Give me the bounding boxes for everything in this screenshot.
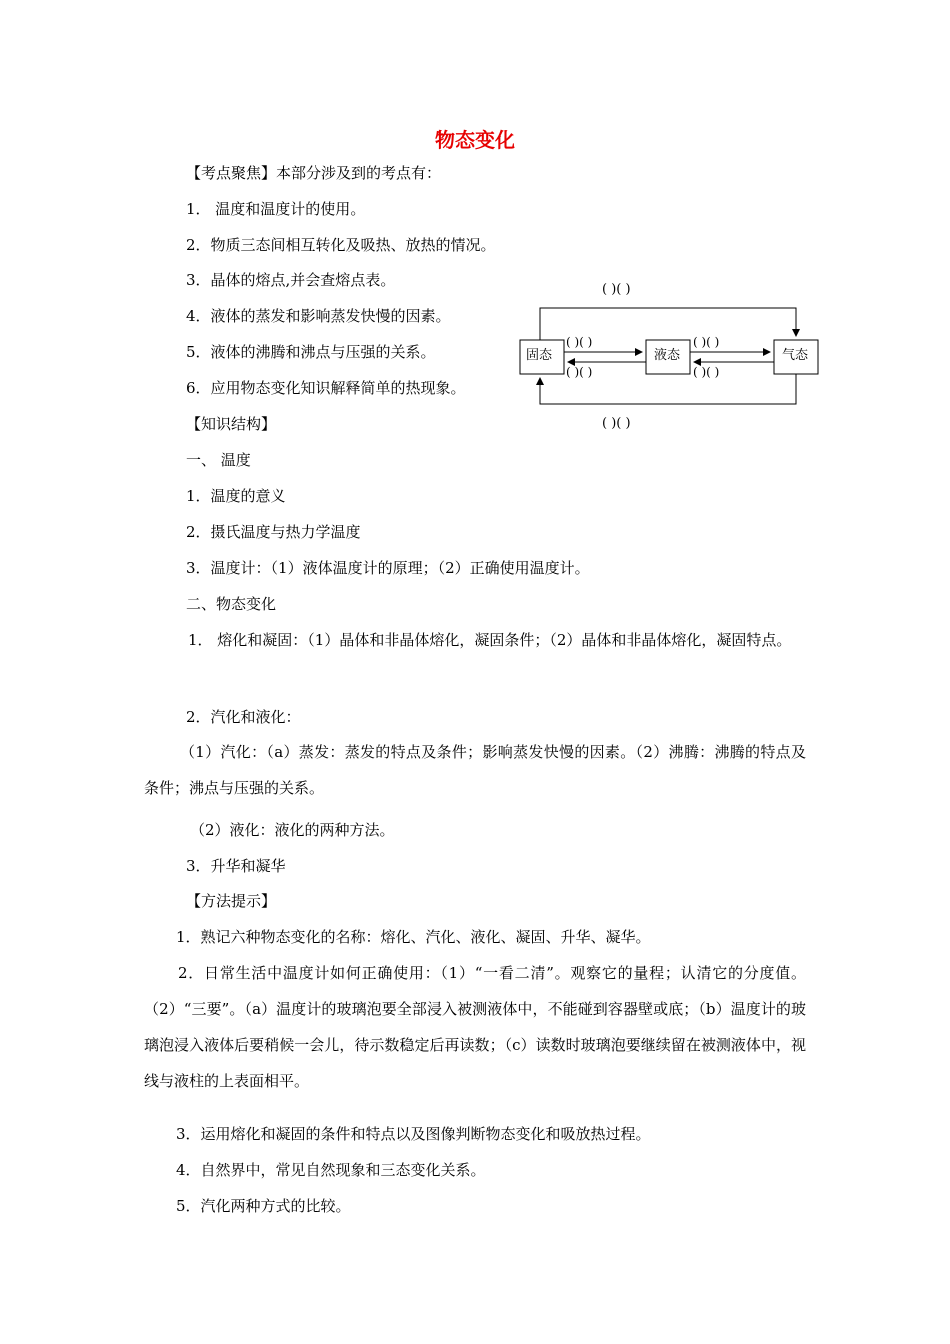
page-title: 物态变化 — [435, 128, 515, 152]
vaporization-detail: （1）汽化：（a）蒸发：蒸发的特点及条件；影响蒸发快慢的因素。（2）沸腾：沸腾的特点及条件；沸点与压强的关系。 — [144, 743, 806, 797]
intro-item-4: 4．液体的蒸发和影响蒸发快慢的因素。 — [186, 307, 451, 325]
intro-item-1: 1． 温度和温度计的使用。 — [186, 200, 366, 218]
method-item-2: 2．日常生活中温度计如何正确使用：（1）“一看二清”。观察它的量程；认清它的分度值。（2）“三要”。（a）温度计的玻璃泡要全部浸入被测液体中，不能碰到容器壁或底；（b）温度计的玻璃泡浸入液体后要稍候一会儿，待示数稳定后再读数；（c）读数时玻璃泡要继续留在被测液体中，视线与液柱的上表面相平。 — [144, 964, 806, 1090]
method-item-5: 5．汽化两种方式的比较。 — [176, 1197, 351, 1215]
state-change-item-3: 3．升华和凝华 — [186, 857, 286, 875]
temperature-item-2: 2．摄氏温度与热力学温度 — [186, 523, 361, 541]
temperature-item-3: 3．温度计：（1）液体温度计的原理；（2）正确使用温度计。 — [186, 559, 590, 577]
intro-item-6: 6．应用物态变化知识解释简单的热现象。 — [186, 379, 466, 397]
structure-heading: 【知识结构】 — [186, 415, 277, 433]
blank-liquid-gas-top: ( )( ) — [693, 335, 720, 349]
section-temperature: 一、 温度 — [186, 451, 251, 469]
liquid-label: 液态 — [654, 348, 681, 363]
temperature-item-1: 1．温度的意义 — [186, 487, 286, 505]
liquefaction-detail: （2）液化：液化的两种方法。 — [190, 821, 395, 839]
blank-solid-liquid-bottom: ( )( ) — [566, 365, 593, 379]
method-item-4: 4．自然界中，常见自然现象和三态变化关系。 — [176, 1161, 486, 1179]
blank-bottom: ( )( ) — [602, 416, 631, 431]
intro-item-3: 3．晶体的熔点,并会查熔点表。 — [186, 271, 396, 289]
gas-label: 气态 — [782, 348, 809, 363]
section-state-change: 二、物态变化 — [186, 595, 277, 613]
solid-label: 固态 — [526, 348, 553, 363]
method-item-3: 3．运用熔化和凝固的条件和特点以及图像判断物态变化和吸放热过程。 — [176, 1125, 651, 1143]
blank-top: ( )( ) — [602, 282, 631, 297]
blank-solid-liquid-top: ( )( ) — [566, 335, 593, 349]
methods-heading: 【方法提示】 — [186, 892, 277, 910]
intro-item-5: 5．液体的沸腾和沸点与压强的关系。 — [186, 343, 436, 361]
state-change-diagram — [510, 276, 830, 436]
state-change-item-2: 2．汽化和液化： — [186, 708, 301, 726]
state-change-item-1: 1． 熔化和凝固：（1）晶体和非晶体熔化，凝固条件；（2）晶体和非晶体熔化，凝固特点。 — [188, 631, 792, 649]
blank-liquid-gas-bottom: ( )( ) — [693, 365, 720, 379]
intro-item-2: 2．物质三态间相互转化及吸热、放热的情况。 — [186, 236, 496, 254]
intro-heading: 【考点聚焦】本部分涉及到的考点有： — [186, 164, 442, 182]
method-item-1: 1．熟记六种物态变化的名称：熔化、汽化、液化、凝固、升华、凝华。 — [176, 928, 651, 946]
